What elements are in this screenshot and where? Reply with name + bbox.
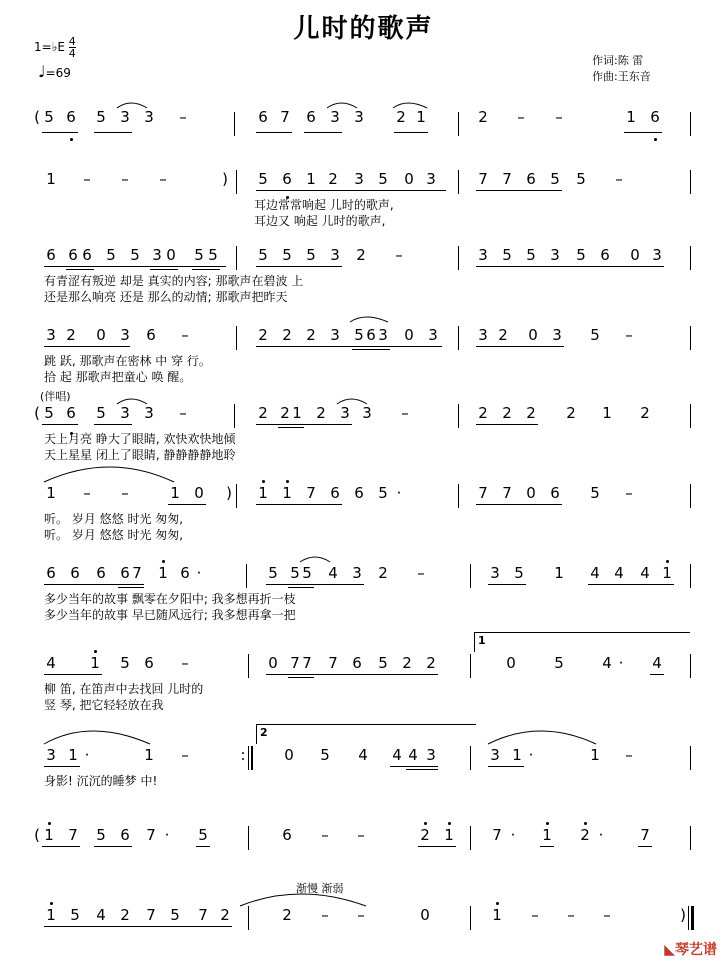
note: 2 [640,404,650,422]
volta-2-number: 2 [260,726,268,739]
note: 4 [328,564,338,582]
note: 5 [554,654,564,672]
note: 5 [302,564,312,582]
note: 3 [340,404,350,422]
note: – [555,108,563,126]
note: 2 [396,108,406,126]
note: 5 [96,404,106,422]
note: 7 [280,108,290,126]
note: 3 [120,404,130,422]
note: 7 [132,564,142,582]
lyrics-verse-1: 身影! 沉沉的睡梦 中! [44,774,158,788]
slur [44,467,174,482]
note: 4 [640,564,650,582]
note: 1 [492,906,502,924]
note: 3 [428,326,438,344]
note: 2 [566,404,576,422]
note: 1 [626,108,636,126]
note: 4 [392,746,402,764]
note: ( [34,826,40,844]
note: 3 [478,246,488,264]
note: – [517,108,525,126]
note: 2 [420,826,430,844]
note: 3 [352,564,362,582]
tie [350,317,388,322]
note: 6 [120,826,130,844]
note: 6 [282,826,292,844]
slur [44,731,150,744]
note: · [196,564,202,582]
note: 4 [614,564,624,582]
note: 2 [258,404,268,422]
note: ( [34,108,40,126]
brand-mark-icon: ◣ [664,942,675,958]
note: 5 [96,826,106,844]
note: 3 [330,246,340,264]
lyrics-verse-1: 柳 笛, 在笛声中去找回 儿时的 [44,682,204,696]
note: 1 [170,484,180,502]
note: 3 [354,108,364,126]
lyrics-verse-1: 跳 跃, 那歌声在密林 中 穿 行。 [44,354,211,368]
note: 6 [46,564,56,582]
note: 2 [282,906,292,924]
lyrics-verse-1: 多少当年的故事 飘零在夕阳中; 我多想再折一枝 [44,592,296,606]
note: 6 [306,108,316,126]
note: 4 [602,654,612,672]
note: 5 [354,326,364,344]
note: 1 [590,746,600,764]
note: 7 [502,170,512,188]
note: 7 [478,484,488,502]
song-title: 儿时的歌声 [293,14,434,44]
note: – [181,326,189,344]
choral-label: (伴唱) [40,390,71,403]
flat-sign: ♭ [51,40,58,54]
note: – [121,484,129,502]
note: 5 [268,564,278,582]
note: – [531,906,539,924]
note: 6 [366,326,376,344]
note: 2 [478,404,488,422]
note: 3 [478,326,488,344]
note: 0 [404,170,414,188]
note: 2 [280,404,290,422]
note: 3 [144,108,154,126]
note: 6 [120,564,130,582]
note: 5 [198,826,208,844]
note: 0 [268,654,278,672]
note: ( [34,404,40,422]
note: 5 [130,246,140,264]
note: 3 [330,326,340,344]
note: 6 [180,564,190,582]
note: 0 [404,326,414,344]
note: – [179,108,187,126]
note: 1 [144,746,154,764]
note: 6 [46,246,56,264]
lyrics-verse-1: 有青涩有叛逆 却是 真实的内容; 那歌声在碧波 上 [44,274,304,288]
note: 3 [378,326,388,344]
note: – [83,170,91,188]
note: 6 [96,564,106,582]
note: 3 [426,170,436,188]
note: 2 [502,404,512,422]
note: – [159,170,167,188]
note: 5 [576,170,586,188]
note: 0 [166,246,176,264]
time-bottom: 4 [68,47,76,60]
note: – [357,906,365,924]
note: 1 [158,564,168,582]
note: · [598,826,604,844]
note: – [121,170,129,188]
note: – [615,170,623,188]
note: 3 [330,108,340,126]
note: 4 [408,746,418,764]
note: – [625,326,633,344]
note: 2 [120,906,130,924]
note: – [181,746,189,764]
note: 0 [96,326,106,344]
note: 3 [426,746,436,764]
time-top: 4 [68,35,76,48]
note: 2 [220,906,230,924]
note: – [567,906,575,924]
note: 3 [490,746,500,764]
note: 3 [120,108,130,126]
note: 5 [44,108,54,126]
note: 1 [46,484,56,502]
note: 2 [580,826,590,844]
note: 7 [306,484,316,502]
note: 5 [70,906,80,924]
tempo-value: =69 [45,66,71,80]
note: 5 [258,170,268,188]
note: 4 [652,654,662,672]
brand-name: 琴艺谱 [675,942,717,958]
lyrics-verse-1: 天上月亮 睁大了眼睛, 欢快欢快地倾 [44,432,236,446]
note: 2 [258,326,268,344]
note: 2 [328,170,338,188]
lyrics-verse-2: 拾 起 那歌声把童心 唤 醒。 [44,370,192,384]
note: 1 [662,564,672,582]
note: 7 [146,906,156,924]
note: 7 [502,484,512,502]
slur [240,894,366,906]
note: 7 [492,826,502,844]
note: 5 [590,484,600,502]
note: 4 [590,564,600,582]
note: 5 [502,246,512,264]
note: 2 [356,246,366,264]
note: – [603,906,611,924]
note: 0 [284,746,294,764]
note: 6 [352,654,362,672]
note: – [321,826,329,844]
key-prefix: 1= [34,40,52,54]
note: 5 [282,246,292,264]
note: 0 [506,654,516,672]
slur [488,731,596,744]
note: 1 [258,484,268,502]
note: · [396,484,402,502]
note: · [84,746,90,764]
note: 6 [146,326,156,344]
note: 1 [46,906,56,924]
note: 3 [354,170,364,188]
note: 7 [302,654,312,672]
note: 2 [316,404,326,422]
note: 6 [282,170,292,188]
note: 6 [330,484,340,502]
quarter-note-icon: ♩ [38,62,46,81]
lyrics-verse-1: 听。 岁月 悠悠 时光 匆匆, [44,512,184,526]
note: 7 [198,906,208,924]
note: 2 [378,564,388,582]
note: 4 [46,654,56,672]
note: 1 [44,826,54,844]
note: 5 [378,170,388,188]
note: 7 [478,170,488,188]
lyrics-verse-2: 还是那么响亮 还是 那么的动情; 那歌声把昨天 [44,290,288,304]
note: · [618,654,624,672]
note: 1 [306,170,316,188]
note: 5 [120,654,130,672]
note: 3 [490,564,500,582]
tie [393,103,427,108]
note: 5 [208,246,218,264]
note: 7 [640,826,650,844]
note: 5 [526,246,536,264]
key-note: E [57,40,65,54]
note: 7 [328,654,338,672]
note: 6 [66,404,76,422]
note: · [528,746,534,764]
note: 5 [576,246,586,264]
note: 7 [290,654,300,672]
note: 5 [550,170,560,188]
note: 1 [416,108,426,126]
note: 5 [378,484,388,502]
note: 6 [144,654,154,672]
note: 5 [106,246,116,264]
lyrics-verse-2: 多少当年的故事 早已随风远行; 我多想再拿一把 [44,608,296,622]
repeat-sign: : [240,746,246,764]
tie [327,103,357,108]
note: – [417,564,425,582]
note: 6 [550,484,560,502]
note: 7 [146,826,156,844]
composer-credit: 作曲:王东音 [592,70,651,83]
note: – [321,906,329,924]
note: 6 [70,564,80,582]
note: · [510,826,516,844]
tie [337,399,367,404]
note: 1 [444,826,454,844]
note: 6 [258,108,268,126]
note: 0 [526,484,536,502]
lyrics-verse-2: 听。 岁月 悠悠 时光 匆匆, [44,528,184,542]
note: 3 [152,246,162,264]
note: 6 [650,108,660,126]
site-logo [664,939,717,959]
note: 5 [514,564,524,582]
tie [117,399,147,404]
note: 4 [358,746,368,764]
note: 3 [552,326,562,344]
note: 2 [526,404,536,422]
note: 7 [68,826,78,844]
note: 2 [66,326,76,344]
note: 0 [630,246,640,264]
lyrics-verse-2: 竖 琴, 把它轻轻放在我 [44,698,164,712]
lyrics-verse-2: 天上星星 闭上了眼睛, 静静静静地聆 [44,448,236,462]
note: 5 [290,564,300,582]
note: 0 [194,484,204,502]
note: 0 [528,326,538,344]
note: 2 [478,108,488,126]
note: – [83,484,91,502]
note: 3 [120,326,130,344]
note: – [395,246,403,264]
note: – [179,404,187,422]
lyrics-verse-1: 耳边常常响起 儿时的歌声, [254,198,394,212]
volta-1-number: 1 [478,634,486,647]
note: ) [226,484,232,502]
note: 5 [378,654,388,672]
note: 3 [144,404,154,422]
note: 3 [46,746,56,764]
note: 3 [550,246,560,264]
note: 5 [44,404,54,422]
note: 2 [498,326,508,344]
note: 1 [292,404,302,422]
note: 1 [90,654,100,672]
note: 5 [96,108,106,126]
note: 6 [66,108,76,126]
note: 4 [96,906,106,924]
note: – [401,404,409,422]
tempo-change-mark: 渐慢 渐弱 [296,882,344,895]
lyrics-verse-2: 耳边又 响起 儿时的歌声, [254,214,386,228]
note: 0 [420,906,430,924]
note: 3 [46,326,56,344]
note: 1 [512,746,522,764]
note: 6 [600,246,610,264]
note: 5 [320,746,330,764]
note: 1 [46,170,56,188]
note: 5 [306,246,316,264]
note: 6 [526,170,536,188]
note: 1 [282,484,292,502]
note: 5 [258,246,268,264]
lyricist-credit: 作词:陈 雷 [592,54,644,67]
note: – [357,826,365,844]
note: 3 [652,246,662,264]
note: 2 [282,326,292,344]
tie [117,103,147,108]
note: 2 [402,654,412,672]
note: 6 [82,246,92,264]
note: · [164,826,170,844]
note: ) [222,170,228,188]
note: 2 [426,654,436,672]
note: 5 [590,326,600,344]
note: 5 [170,906,180,924]
note: 1 [542,826,552,844]
note: 1 [68,746,78,764]
note: 6 [68,246,78,264]
note: 6 [354,484,364,502]
note: – [181,654,189,672]
note: 2 [306,326,316,344]
note: 1 [602,404,612,422]
tie [300,557,330,562]
note: 1 [554,564,564,582]
note: ) [680,906,686,924]
note: 3 [362,404,372,422]
note: 5 [194,246,204,264]
note: – [625,746,633,764]
note: – [625,484,633,502]
